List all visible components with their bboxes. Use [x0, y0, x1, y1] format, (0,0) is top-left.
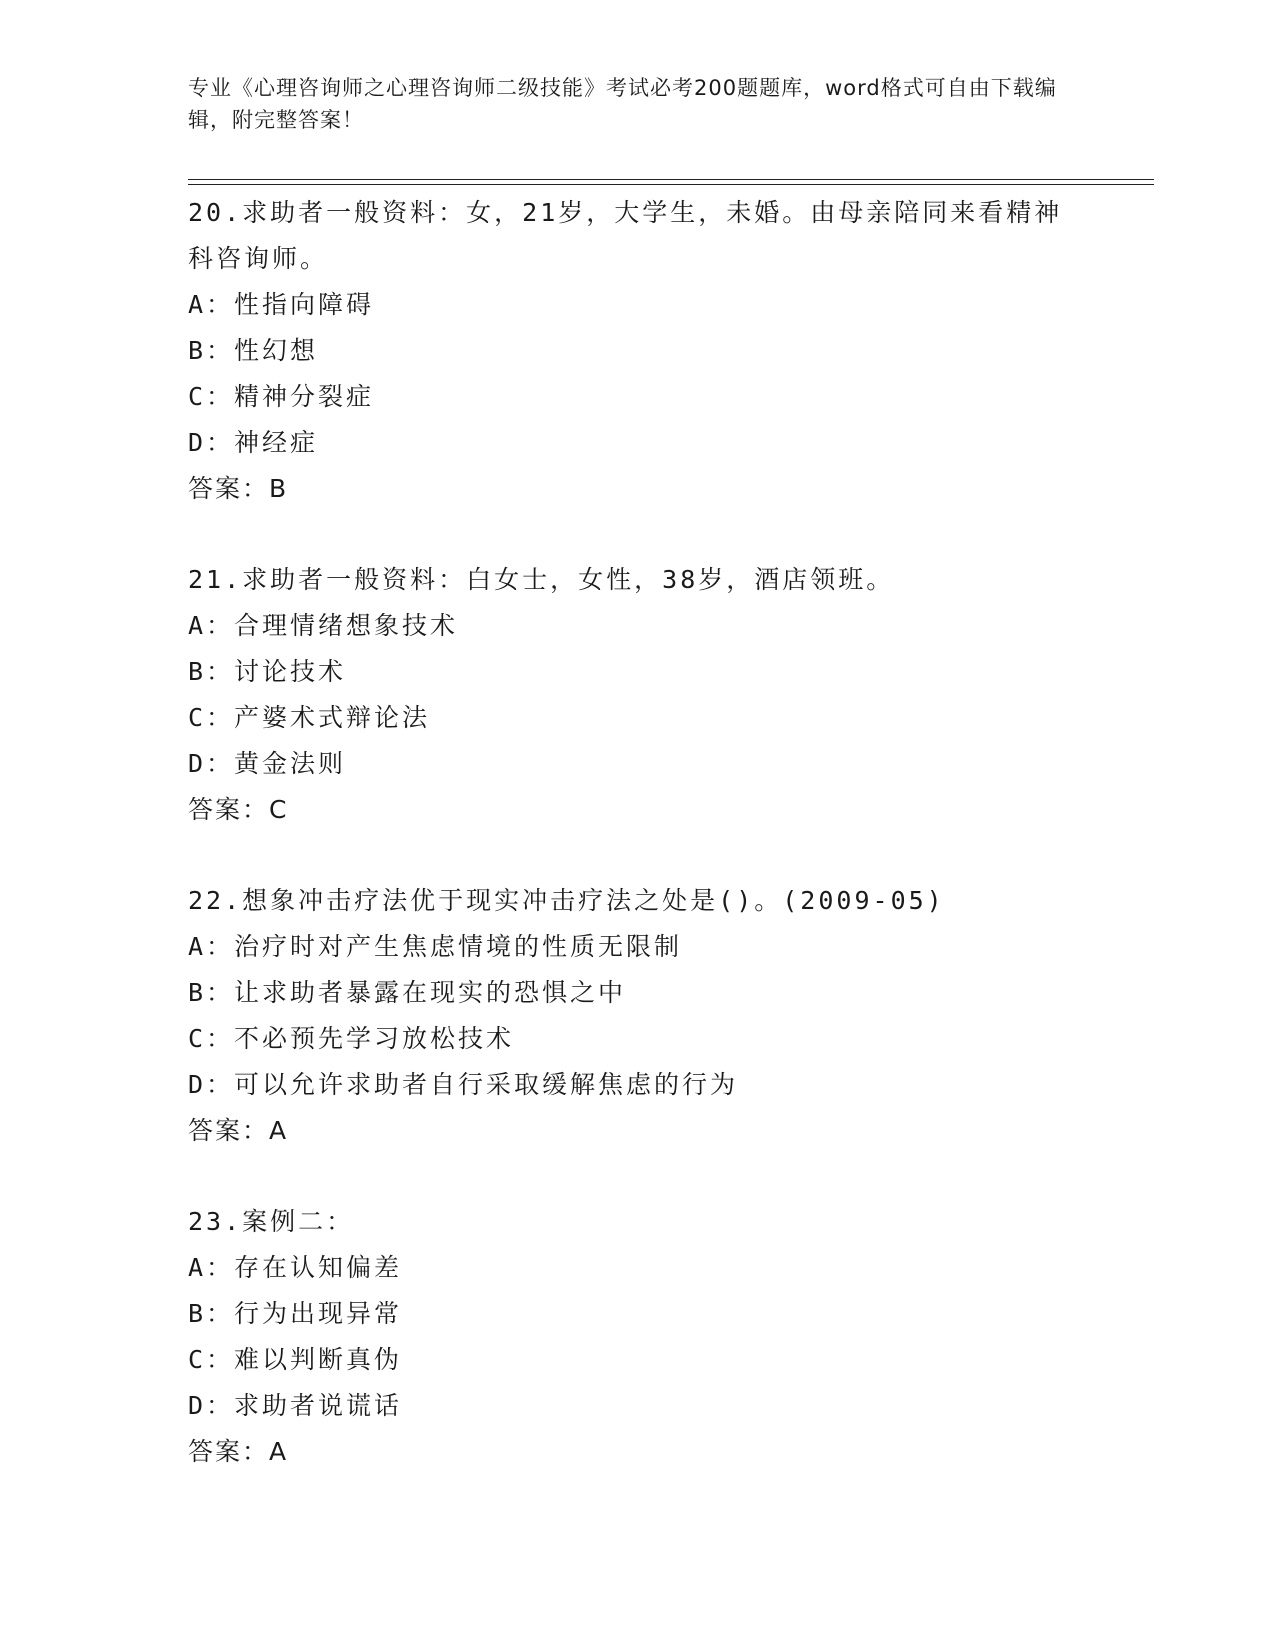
- document-header: 专业《心理咨询师之心理咨询师二级技能》考试必考200题题库，word格式可自由下载编辑，附完整答案！: [188, 76, 1057, 132]
- option-a: A：性指向障碍: [188, 290, 375, 319]
- header-rule-bottom: [188, 184, 1154, 185]
- option-c: C：产婆术式辩论法: [188, 703, 431, 732]
- option-d: D：求助者说谎话: [188, 1391, 403, 1420]
- answer: 答案：A: [188, 1437, 289, 1466]
- answer: 答案：C: [188, 795, 289, 824]
- question-20: [188, 190, 1088, 512]
- option-b: B：行为出现异常: [188, 1299, 403, 1328]
- option-b: B：让求助者暴露在现实的恐惧之中: [188, 978, 627, 1007]
- option-a: A：治疗时对产生焦虑情境的性质无限制: [188, 932, 683, 961]
- question-23: [188, 1199, 1088, 1475]
- option-c: C：难以判断真伪: [188, 1345, 403, 1374]
- option-d: D：神经症: [188, 428, 319, 457]
- answer: 答案：B: [188, 474, 289, 503]
- option-b: B：讨论技术: [188, 657, 347, 686]
- option-a: A：合理情绪想象技术: [188, 611, 459, 640]
- question-22: [188, 878, 1088, 1154]
- question-list: [188, 190, 1088, 1520]
- question-stem: 20.求助者一般资料：女，21岁，大学生，未婚。由母亲陪同来看精神科咨询师。: [188, 198, 1063, 273]
- answer: 答案：A: [188, 1116, 289, 1145]
- question-21: [188, 557, 1088, 833]
- option-c: C：精神分裂症: [188, 382, 375, 411]
- header-rule-top: [188, 179, 1154, 180]
- question-stem: 22.想象冲击疗法优于现实冲击疗法之处是()。(2009-05): [188, 886, 945, 915]
- option-c: C：不必预先学习放松技术: [188, 1024, 515, 1053]
- question-stem: 23.案例二：: [188, 1207, 355, 1236]
- question-stem: 21.求助者一般资料：白女士，女性，38岁，酒店领班。: [188, 565, 895, 594]
- option-a: A：存在认知偏差: [188, 1253, 403, 1282]
- option-b: B：性幻想: [188, 336, 319, 365]
- option-d: D：黄金法则: [188, 749, 347, 778]
- option-d: D：可以允许求助者自行采取缓解焦虑的行为: [188, 1070, 739, 1099]
